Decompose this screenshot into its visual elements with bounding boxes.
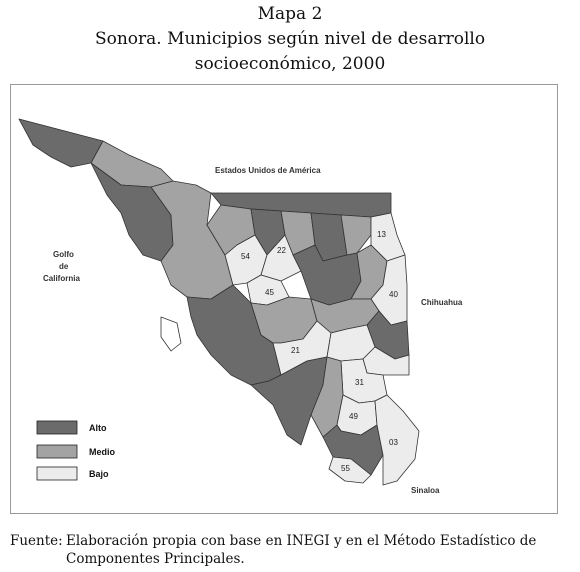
legend-swatch-medio (37, 445, 77, 458)
map-subtitle: socioeconómico, 2000 (194, 54, 386, 74)
label-chihuahua: Chihuahua (421, 298, 463, 307)
municipality-49: 49 (349, 412, 358, 421)
legend-swatch-alto (37, 421, 77, 434)
source-text-line2: Componentes Principales. (66, 551, 245, 567)
label-usa: Estados Unidos de América (215, 166, 321, 175)
map-title: Sonora. Municipios según nivel de desarrollo (94, 29, 486, 49)
map-number: Mapa 2 (257, 4, 323, 24)
legend-swatch-bajo (37, 467, 77, 480)
municipality-54: 54 (241, 252, 250, 261)
label-sinaloa: Sinaloa (411, 486, 440, 495)
map-frame (10, 84, 558, 514)
island-tiburon (161, 317, 181, 351)
source-text-line1: Elaboración propia con base en INEGI y en el Método Estadístico de (66, 533, 537, 549)
legend-label-medio: Medio (89, 447, 115, 457)
municipality-31: 31 (355, 378, 364, 387)
legend-label-alto: Alto (89, 423, 107, 433)
sonora-map (11, 85, 557, 513)
region-alto-nw (19, 119, 103, 167)
municipality-45: 45 (265, 288, 274, 297)
source-label: Fuente: (10, 533, 63, 549)
municipality-55: 55 (341, 464, 350, 473)
source-caption (10, 532, 568, 568)
municipality-21: 21 (291, 346, 300, 355)
label-gulf-1: Golfo (53, 250, 74, 259)
municipality-03: 03 (389, 438, 398, 447)
legend (37, 421, 116, 480)
municipality-13: 13 (377, 230, 386, 239)
municipality-40: 40 (389, 290, 398, 299)
label-gulf-2: de (59, 262, 69, 271)
municipality-22: 22 (277, 246, 286, 255)
label-gulf-3: California (43, 274, 80, 283)
legend-label-bajo: Bajo (89, 469, 109, 479)
